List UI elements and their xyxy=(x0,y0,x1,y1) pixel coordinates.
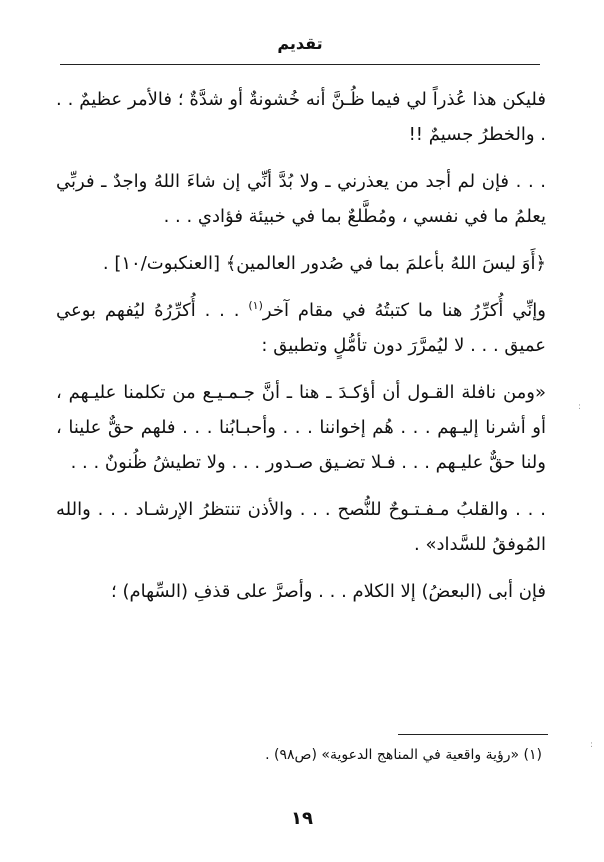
paragraph-4 xyxy=(56,293,546,363)
paragraph-4-continuation: . . . أُكرِّرُهُ ليُفهم بوعي عميق . . . لا ليُمرَّرَ دون تأمُّلٍ وتطبيق : xyxy=(56,300,546,356)
paragraph-5-quote: «ومن نافلة القـول أن أؤكـدَ ـ هنا ـ أنَّ جـمـيـع من تكلمنا عليـهم ، أو أشرنا إليـهم . . . هُم إخواننا . . . وأحبـابُنا . . . فلهم حقٌّ علينا ، ولنا حقٌّ عليـهم . . . فـلا تضـيق صـدور . . . ولا تطيشُ ظُنونٌ . . . xyxy=(56,382,546,473)
paragraph-2: . . . فإن لم أجد من يعذرني ـ ولا بُدَّ أنِّي إن شاءَ اللهُ واجدٌ ـ فربِّي يعلمُ ما في نفسي ، ومُطَّلعٌ بما في خبيئة فؤادي . . . xyxy=(56,171,546,227)
body-text xyxy=(56,82,546,621)
header-title: تقديم xyxy=(277,34,323,53)
paragraph-7: فإن أبى (البعضُ) إلا الكلام . . . وأصرَّ على قذفِ (السِّهام) ؛ xyxy=(111,581,546,602)
paragraph-1: فليكن هذا عُذراً لي فيما ظُـنَّ أنه خُشونةٌ أو شدَّةٌ ؛ فالأمر عظيمٌ . . . والخطرُ جسيمٌ !! xyxy=(56,89,546,145)
paragraph-3-quran-quote: ﴿أَوَ ليسَ اللهُ بأعلمَ بما في صُدور العالمين﴾ [العنكبوت/١٠] . xyxy=(102,253,546,274)
footnote: (١) «رؤية واقعية في المناهج الدعوية» (ص٩٨) . xyxy=(265,747,542,763)
footnote-marker[interactable]: (١) xyxy=(248,299,263,312)
header-rule xyxy=(60,64,540,65)
edge-mark: : xyxy=(578,402,582,412)
paragraph-4-text: وإنِّي أُكرِّرُ هنا ما كتبتُهُ في مقام آخر xyxy=(262,300,546,321)
footnote-rule xyxy=(398,734,548,735)
edge-mark: : xyxy=(590,740,594,750)
page-number: ١٩ xyxy=(291,808,313,829)
paragraph-6-quote-end: . . . والقلبُ مـفـتـوحٌ للنُّصح . . . والأذن تنتظرُ الإرشـاد . . . والله المُوفقُ للسَّداد» . xyxy=(56,499,546,555)
running-header xyxy=(60,30,540,68)
